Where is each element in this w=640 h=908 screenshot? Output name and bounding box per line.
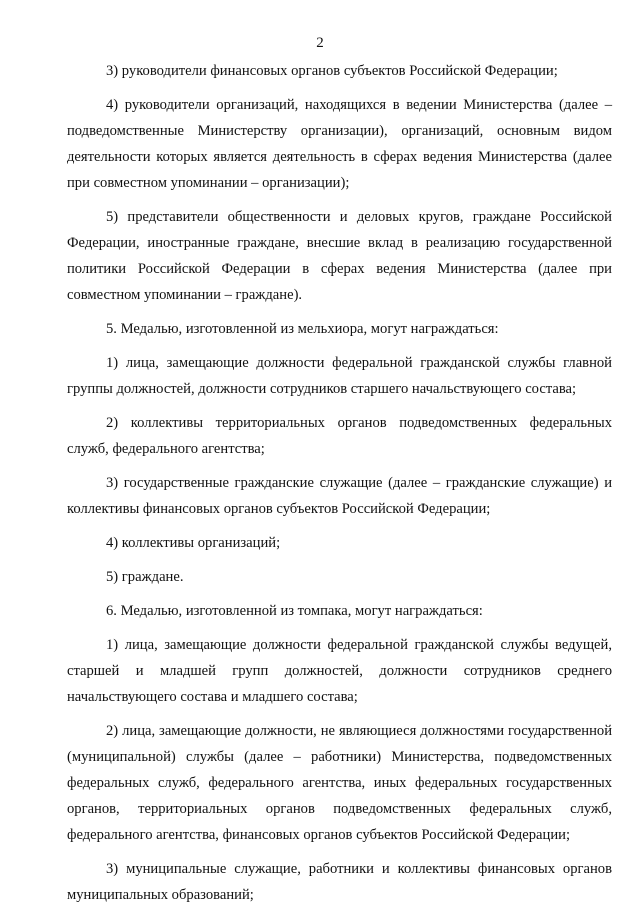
paragraph: 6. Медалью, изготовленной из томпака, могут награждаться: <box>106 603 483 619</box>
paragraph: 4) руководители организаций, находящихся в ведении Министерства (далее – подведомственные Министерству организации), организаций, основным видом деятельности которых является деятельность в сферах ведения Министерства (далее при совместном упоминании – организации); <box>67 97 612 191</box>
paragraph: 3) муниципальные служащие, работники и коллективы финансовых органов муниципальных образований; <box>67 861 612 903</box>
page-number: 2 <box>316 35 324 51</box>
document-body <box>67 0 612 908</box>
paragraph: 2) лица, замещающие должности, не являющиеся должностями государственной (муниципальной) службы (далее – работники) Министерства, подведомственных федеральных служб, федерального агентства, иных федеральных государственных органов, территориальных органов подведомственных федеральных служб, федерального агентства, финансовых органов субъектов Российской Федерации; <box>67 723 612 843</box>
paragraph: 3) государственные гражданские служащие (далее – гражданские служащие) и коллективы финансовых органов субъектов Российской Федерации; <box>67 475 612 517</box>
paragraph: 5) граждане. <box>106 569 184 585</box>
paragraph: 3) руководители финансовых органов субъектов Российской Федерации; <box>106 63 558 79</box>
paragraph: 5. Медалью, изготовленной из мельхиора, могут награждаться: <box>106 321 499 337</box>
paragraph: 4) коллективы организаций; <box>106 535 281 551</box>
paragraph: 2) коллективы территориальных органов подведомственных федеральных служб, федерального агентства; <box>67 415 612 457</box>
paragraph: 1) лица, замещающие должности федеральной гражданской службы главной группы должностей, должности сотрудников старшего начальствующего состава; <box>67 355 612 397</box>
paragraph: 5) представители общественности и деловых кругов, граждане Российской Федерации, иностранные граждане, внесшие вклад в реализацию государственной политики Российской Федерации в сферах ведения Министерства (далее при совместном упоминании – граждане). <box>67 209 612 303</box>
paragraph: 1) лица, замещающие должности федеральной гражданской службы ведущей, старшей и младшей групп должностей, должности сотрудников среднего начальствующего состава и младшего состава; <box>67 637 612 705</box>
